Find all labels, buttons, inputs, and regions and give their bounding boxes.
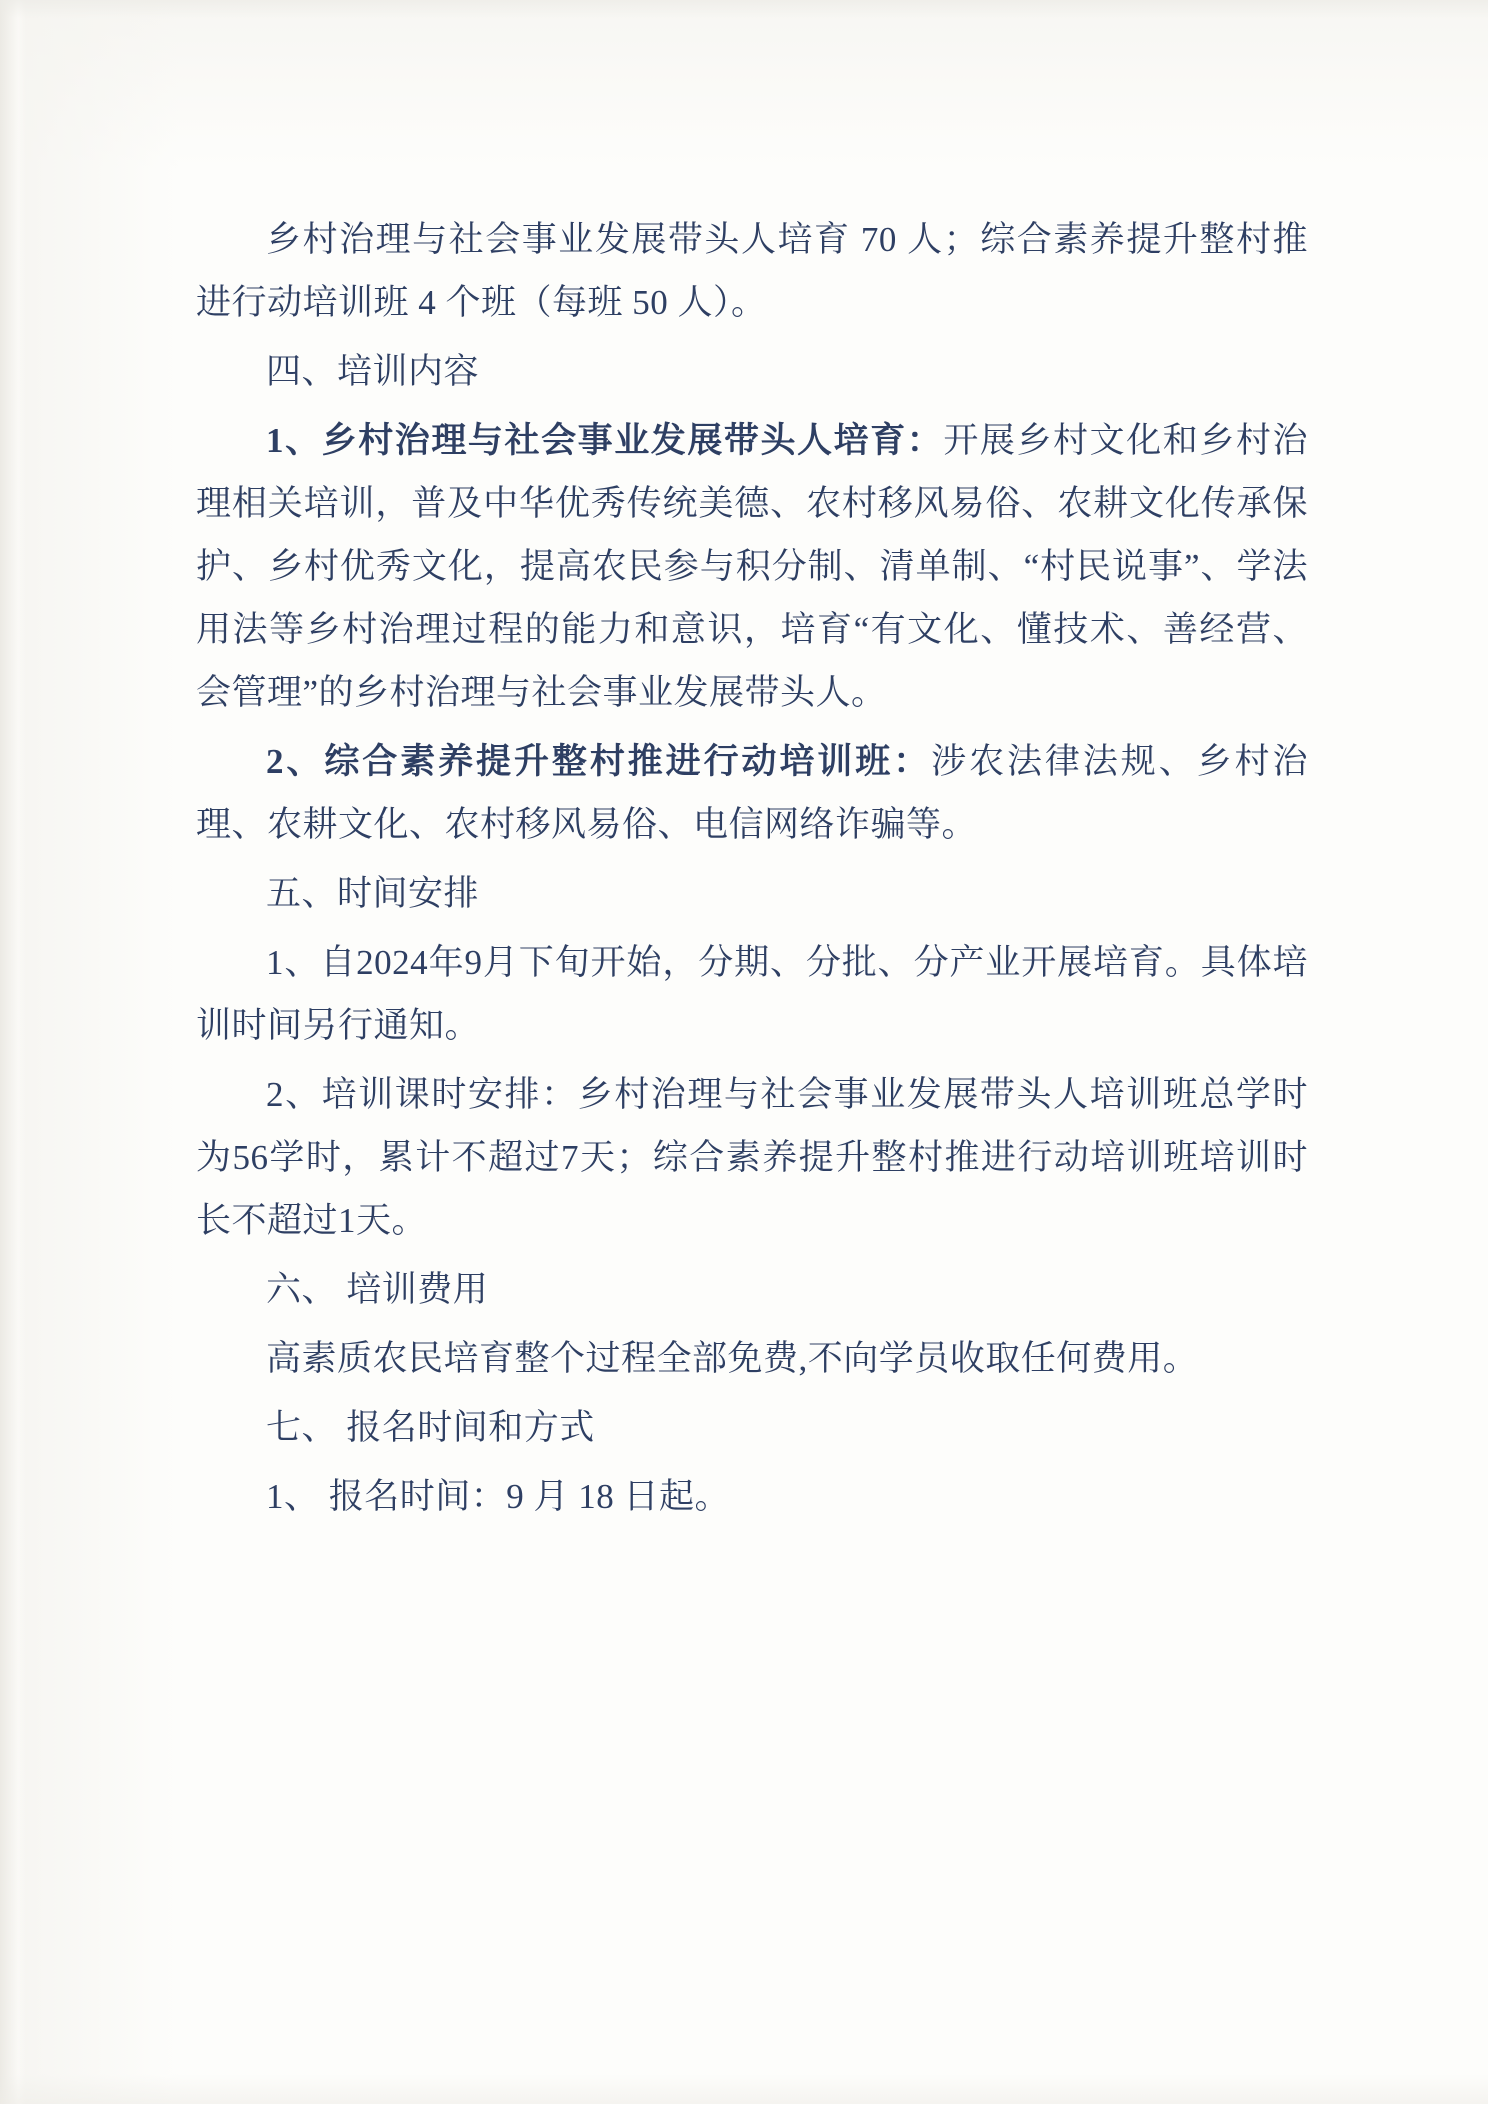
paragraph-item-1-lead: 1、乡村治理与社会事业发展带头人培育： <box>266 421 944 460</box>
paragraph-training-quota: 乡村治理与社会事业发展带头人培育 70 人；综合素养提升整村推进行动培训班 4 个班（每班 50 人）。 <box>196 220 1308 322</box>
document-body <box>196 208 1308 1534</box>
heading-seven-registration: 七、 报名时间和方式 <box>266 1408 595 1447</box>
heading-six-training-fee: 六、 培训费用 <box>266 1270 489 1309</box>
paragraph-fee-free-of-charge: 高素质农民培育整个过程全部免费,不向学员收取任何费用。 <box>266 1339 1199 1378</box>
paragraph-item-1-text: 开展乡村文化和乡村治理相关培训，普及中华优秀传统美德、农村移风易俗、农耕文化传承保护、乡村优秀文化，提高农民参与积分制、清单制、“村民说事”、学法用法等乡村治理过程的能力和意识，培育“有文化、懂技术、善经营、会管理”的乡村治理与社会事业发展带头人。 <box>196 421 1308 712</box>
heading-five-schedule: 五、时间安排 <box>266 874 480 913</box>
paragraph-item-2-text: 涉农法律法规、乡村治理、农耕文化、农村移风易俗、电信网络诈骗等。 <box>196 742 1308 844</box>
paragraph-item-1-village-governance <box>196 409 1308 724</box>
paragraph-registration-date: 1、 报名时间：9 月 18 日起。 <box>266 1477 731 1516</box>
scan-edge-bottom <box>0 2074 1488 2104</box>
paragraph-schedule-start-date: 1、自2024年9月下旬开始，分期、分批、分产业开展培育。具体培训时间另行通知。 <box>196 943 1308 1045</box>
scan-edge-left <box>0 0 26 2104</box>
paragraph-item-2-comprehensive-literacy <box>196 730 1308 856</box>
paragraph-item-2-lead: 2、综合素养提升整村推进行动培训班： <box>266 742 932 781</box>
scan-edge-top <box>0 0 1488 18</box>
paragraph-schedule-class-hours: 2、培训课时安排：乡村治理与社会事业发展带头人培训班总学时为56学时，累计不超过7天；综合素养提升整村推进行动培训班培训时长不超过1天。 <box>196 1075 1308 1240</box>
heading-four-training-content: 四、培训内容 <box>266 352 480 391</box>
